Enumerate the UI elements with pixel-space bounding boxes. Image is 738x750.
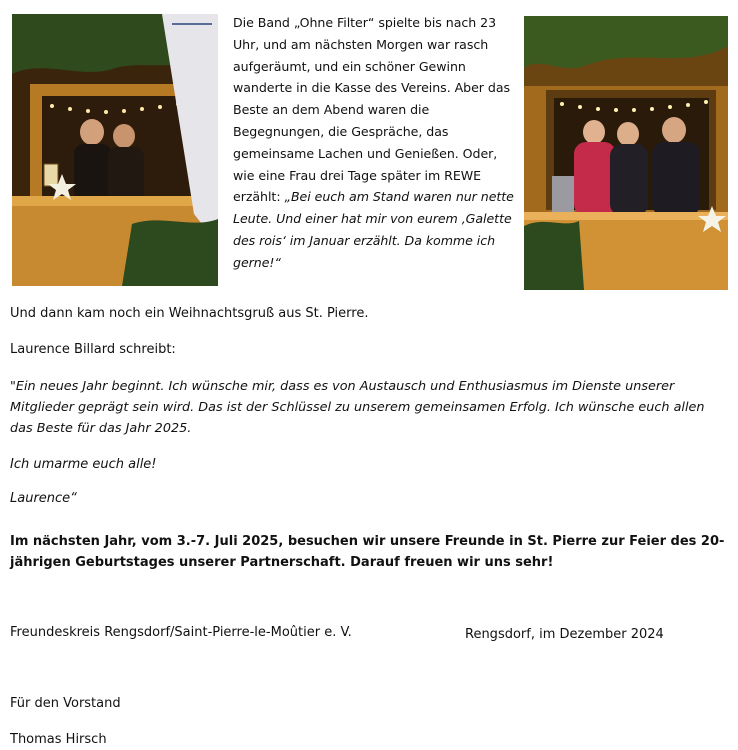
intro-paragraph <box>233 12 515 274</box>
anniversary-announcement: Im nächsten Jahr, vom 3.-7. Juli 2025, besuchen wir unsere Freunde in St. Pierre zur Feier des 20-jährigen Geburtstages unserer Partnerschaft. Darauf freuen wir uns sehr! <box>10 534 725 570</box>
christmas-greeting-line: Und dann kam noch ein Weihnachtsgruß aus St. Pierre. <box>10 306 369 321</box>
letter-author-line: Laurence Billard schreibt: <box>10 342 176 357</box>
letter-signature: Laurence“ <box>10 491 77 506</box>
association-name: Freundeskreis Rengsdorf/Saint-Pierre-le-Moûtier e. V. <box>10 625 352 640</box>
market-stall-photo-left <box>12 14 218 286</box>
place-and-date: Rengsdorf, im Dezember 2024 <box>465 627 664 642</box>
market-stall-photo-right <box>524 16 728 290</box>
signer-name: Thomas Hirsch <box>10 732 107 747</box>
letter-quote: "Ein neues Jahr beginnt. Ich wünsche mir, dass es von Austausch und Enthusiasmus im Dienste unserer Mitglieder geprägt sein wird. Das ist der Schlüssel zu unserem gemeinsamen Erfolg. Ich wünsche euch allen das Beste für das Jahr 2025. <box>10 379 705 436</box>
board-line: Für den Vorstand <box>10 696 121 711</box>
customer-quote: „Bei euch am Stand waren nur nette Leute. Und einer hat mir von eurem ‚Galette des rois‘ im Januar erzählt. Da komme ich gerne!“ <box>233 189 514 270</box>
intro-text: Die Band „Ohne Filter“ spielte bis nach 23 Uhr, und am nächsten Morgen war rasch aufgeräumt, und ein schöner Gewinn wanderte in die Kasse des Vereins. Aber das Beste an dem Abend waren die Begegnungen, die Gespräche, das gemeinsame Lachen und Genießen. Oder, wie eine Frau drei Tage später im REWE erzählt: <box>233 15 511 205</box>
letter-closing: Ich umarme euch alle! <box>10 457 157 472</box>
